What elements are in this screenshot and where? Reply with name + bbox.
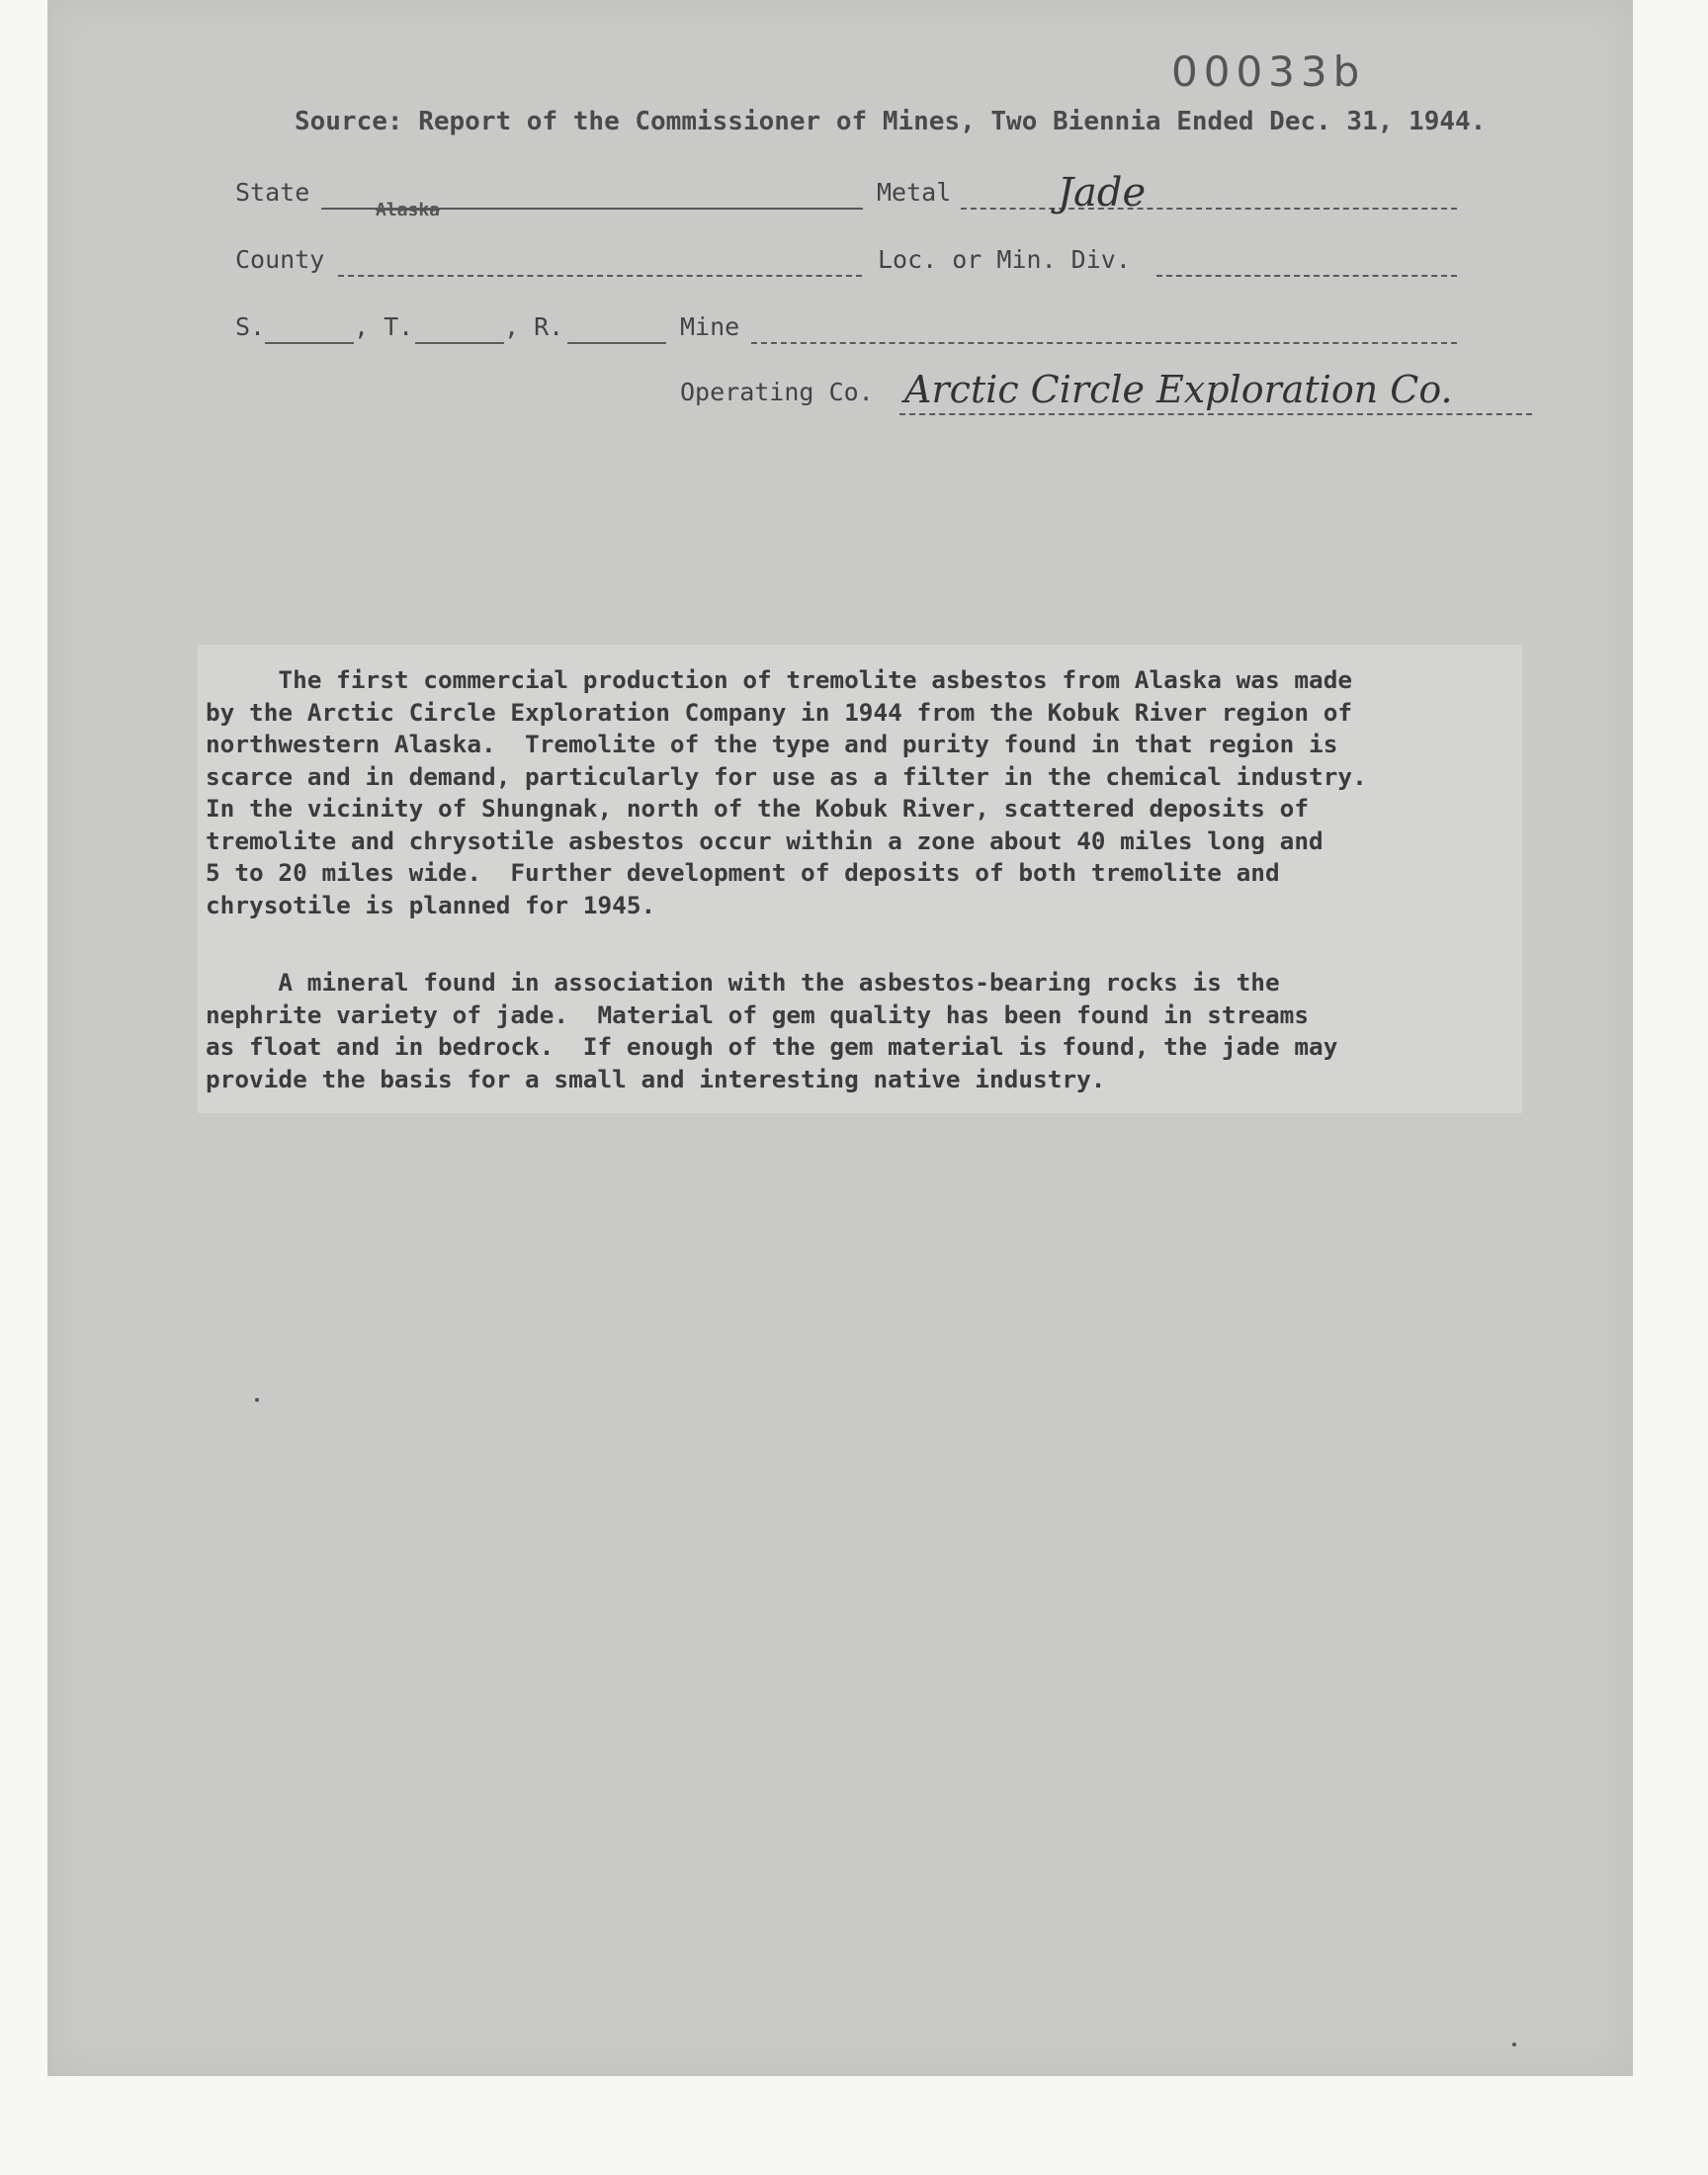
state-label: State	[235, 178, 310, 207]
county-line	[338, 275, 862, 277]
paper-speck	[1512, 2043, 1516, 2046]
operating-co-value-handwritten: Arctic Circle Exploration Co.	[904, 368, 1453, 411]
section-label: S.	[235, 312, 266, 341]
source-line: Source: Report of the Commissioner of Mines, Two Biennia Ended Dec. 31, 1944.	[295, 107, 1487, 136]
loc-label: Loc. or Min. Div.	[878, 245, 1131, 274]
metal-value-handwritten: Jade	[1058, 170, 1147, 216]
operating-co-line	[899, 413, 1532, 415]
range-label: , R.	[504, 312, 564, 341]
body-paragraph-2: A mineral found in association with the asbestos-bearing rocks is the nephrite variety of jade. Material of gem quality has been found in streams as float and in bedrock. If enough of the gem material is found, the jade may provide the basis for a small and interesting native industry.	[206, 968, 1338, 1093]
township-line	[415, 342, 504, 344]
county-label: County	[235, 245, 325, 274]
loc-line	[1156, 275, 1457, 277]
body-paragraph-1: The first commercial production of tremolite asbestos from Alaska was made by the Arctic Circle Exploration Company in 1944 from the Kobuk River region of northwestern Alaska. Tremolite of the type and purity found in that region is scarce and in demand, particularly for use as a filter in the chemical industry. In the vicinity of Shungnak, north of the Kobuk River, scattered deposits of tremolite and chrysotile asbestos occur within a zone about 40 miles long and 5 to 20 miles wide. Further development of deposits of both tremolite and chrysotile is planned for 1945.	[206, 665, 1367, 919]
metal-label: Metal	[877, 178, 952, 207]
paper-speck	[255, 1398, 259, 1402]
metal-line	[961, 208, 1457, 210]
section-line	[265, 342, 354, 344]
document-number-stamp: 00033b	[1171, 47, 1366, 96]
state-value-struck: Alaska	[376, 200, 441, 220]
township-label: , T.	[354, 312, 414, 341]
operating-co-label: Operating Co.	[680, 378, 874, 406]
mine-label: Mine	[680, 312, 740, 341]
range-line	[567, 342, 666, 344]
mine-line	[751, 342, 1457, 344]
